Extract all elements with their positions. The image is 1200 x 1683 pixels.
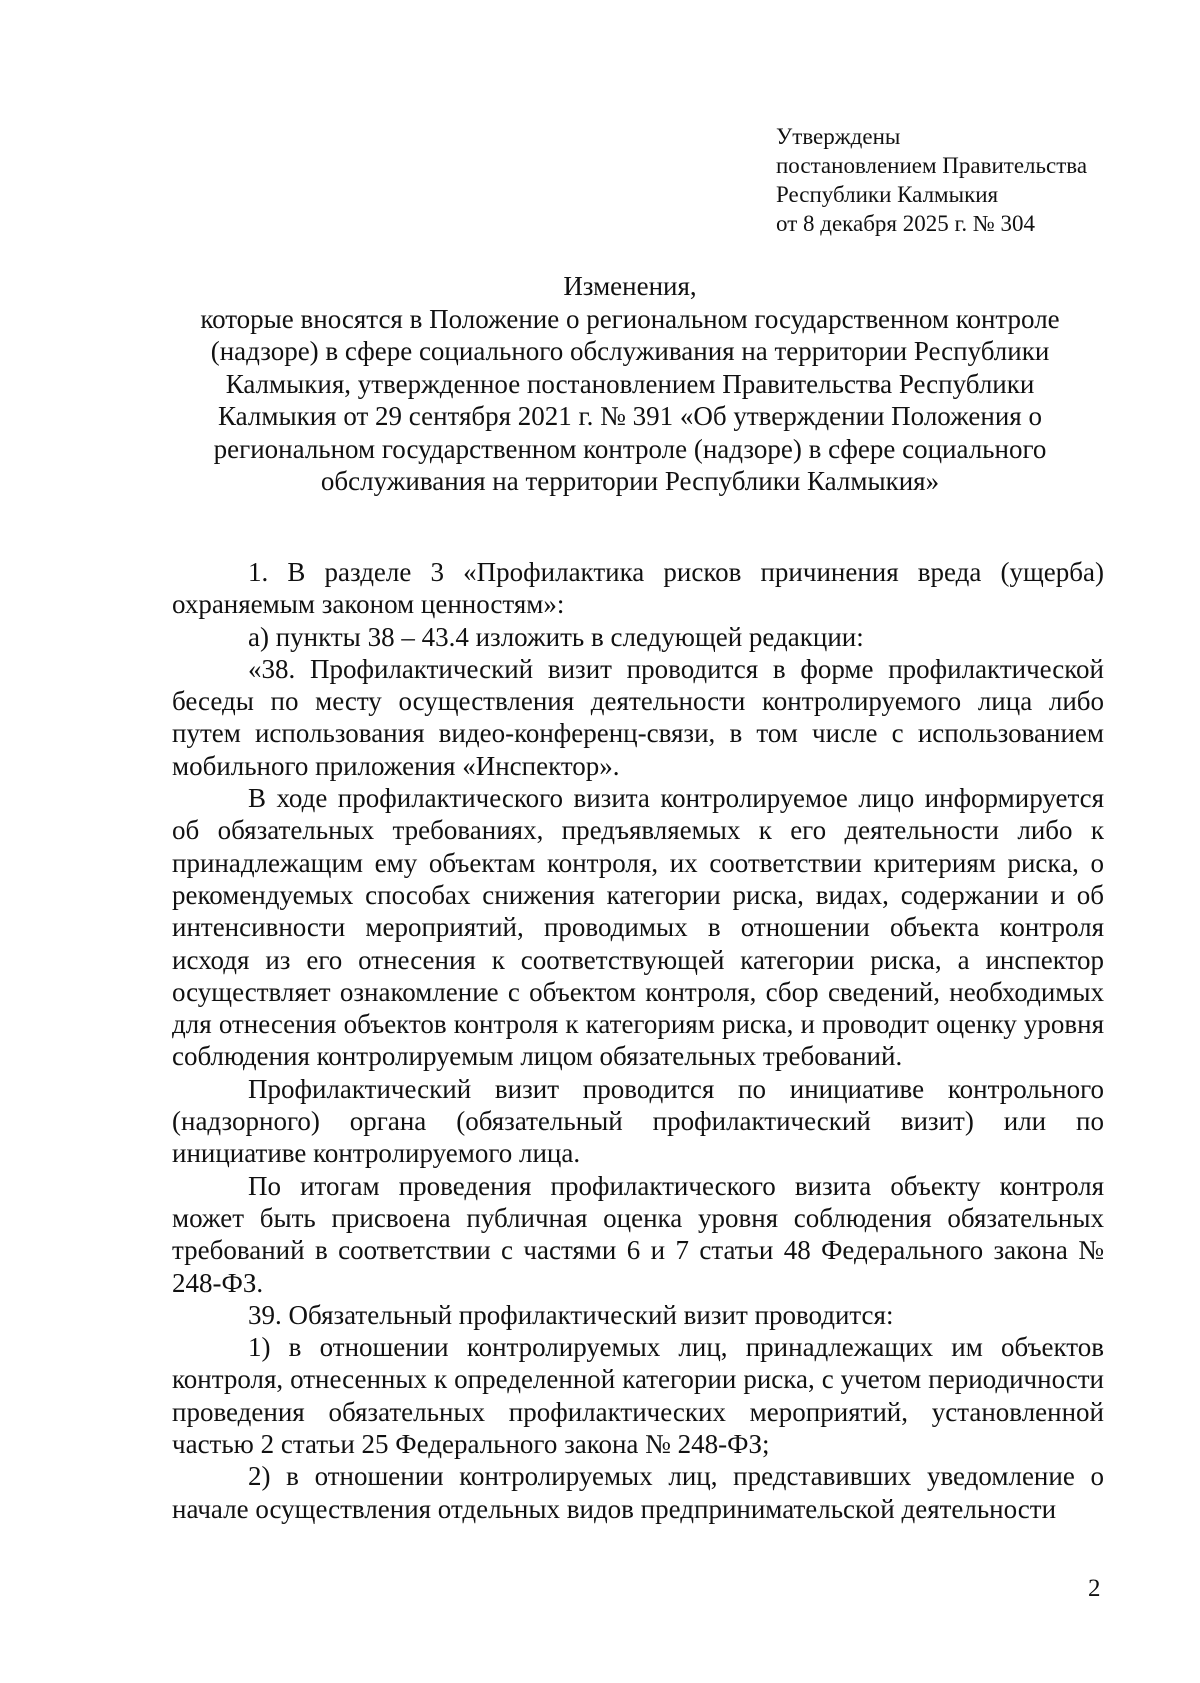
paragraph: В ходе профилактического визита контролируемое лицо информируется об обязательных требованиях, предъявляемых к его деятельности либо к принадлежащим ему объектам контроля, их соответствии критериям риска, о рекомендуемых способах снижения категории риска, видах, содержании и об интенсивности мероприятий, проводимых в отношении объекта контроля исходя из его отнесения к соответствующей категории риска, а инспектор осуществляет ознакомление с объектом контроля, сбор сведений, необходимых для отнесения объектов контроля к категориям риска, и проводит оценку уровня соблюдения контролируемым лицом обязательных требований. <box>172 783 1104 1072</box>
title-line: Калмыкия от 29 сентября 2021 г. № 391 «Об утверждении Положения о <box>218 401 1042 431</box>
title-line: которые вносятся в Положение о региональном государственном контроле <box>200 303 1060 334</box>
title-line: Калмыкия, утвержденное постановлением Правительства Республики <box>225 368 1035 399</box>
title-line: (надзоре) в сфере социального обслуживания на территории Республики <box>210 336 1050 366</box>
paragraph: 2) в отношении контролируемых лиц, представивших уведомление о начале осуществления отдельных видов предпринимательской деятельности <box>172 1461 1104 1524</box>
title-line: обслуживания на территории Республики Калмыкия» <box>320 466 940 496</box>
approval-line: постановлением Правительства <box>776 153 1088 178</box>
paragraph: По итогам проведения профилактического визита объекту контроля может быть присвоена публичная оценка уровня соблюдения обязательных требований в соответствии с частями 6 и 7 статьи 48 Федерального закона № 248-ФЗ. <box>172 1170 1104 1298</box>
title-line: Изменения, <box>563 271 697 301</box>
page-number: 2 <box>1088 1575 1101 1602</box>
paragraph: 1. В разделе 3 «Профилактика рисков причинения вреда (ущерба) охраняемым законом ценностям»: <box>172 557 1104 620</box>
title-line: региональном государственном контроле (надзоре) в сфере социального <box>213 433 1047 464</box>
paragraph: 1) в отношении контролируемых лиц, принадлежащих им объектов контроля, отнесенных к определенной категории риска, с учетом периодичности проведения обязательных профилактических мероприятий, установленной частью 2 статьи 25 Федерального закона № 248-ФЗ; <box>172 1332 1104 1460</box>
approval-line: Утверждены <box>776 124 901 149</box>
paragraph: а) пункты 38 – 43.4 изложить в следующей редакции: <box>248 621 864 652</box>
paragraph: 39. Обязательный профилактический визит проводится: <box>248 1299 894 1330</box>
paragraph: Профилактический визит проводится по инициативе контрольного (надзорного) органа (обязательный профилактический визит) или по инициативе контролируемого лица. <box>172 1073 1104 1169</box>
paragraph: «38. Профилактический визит проводится в форме профилактической беседы по месту осуществления деятельности контролируемого лица либо путем использования видео-конференц-связи, в том числе с использованием мобильного приложения «Инспектор». <box>172 653 1104 781</box>
approval-line: Республики Калмыкия <box>776 182 999 207</box>
approval-stamp <box>776 122 1087 238</box>
approval-line: от 8 декабря 2025 г. № 304 <box>776 211 1036 236</box>
document-body <box>172 556 1104 1525</box>
document-title <box>160 270 1100 498</box>
